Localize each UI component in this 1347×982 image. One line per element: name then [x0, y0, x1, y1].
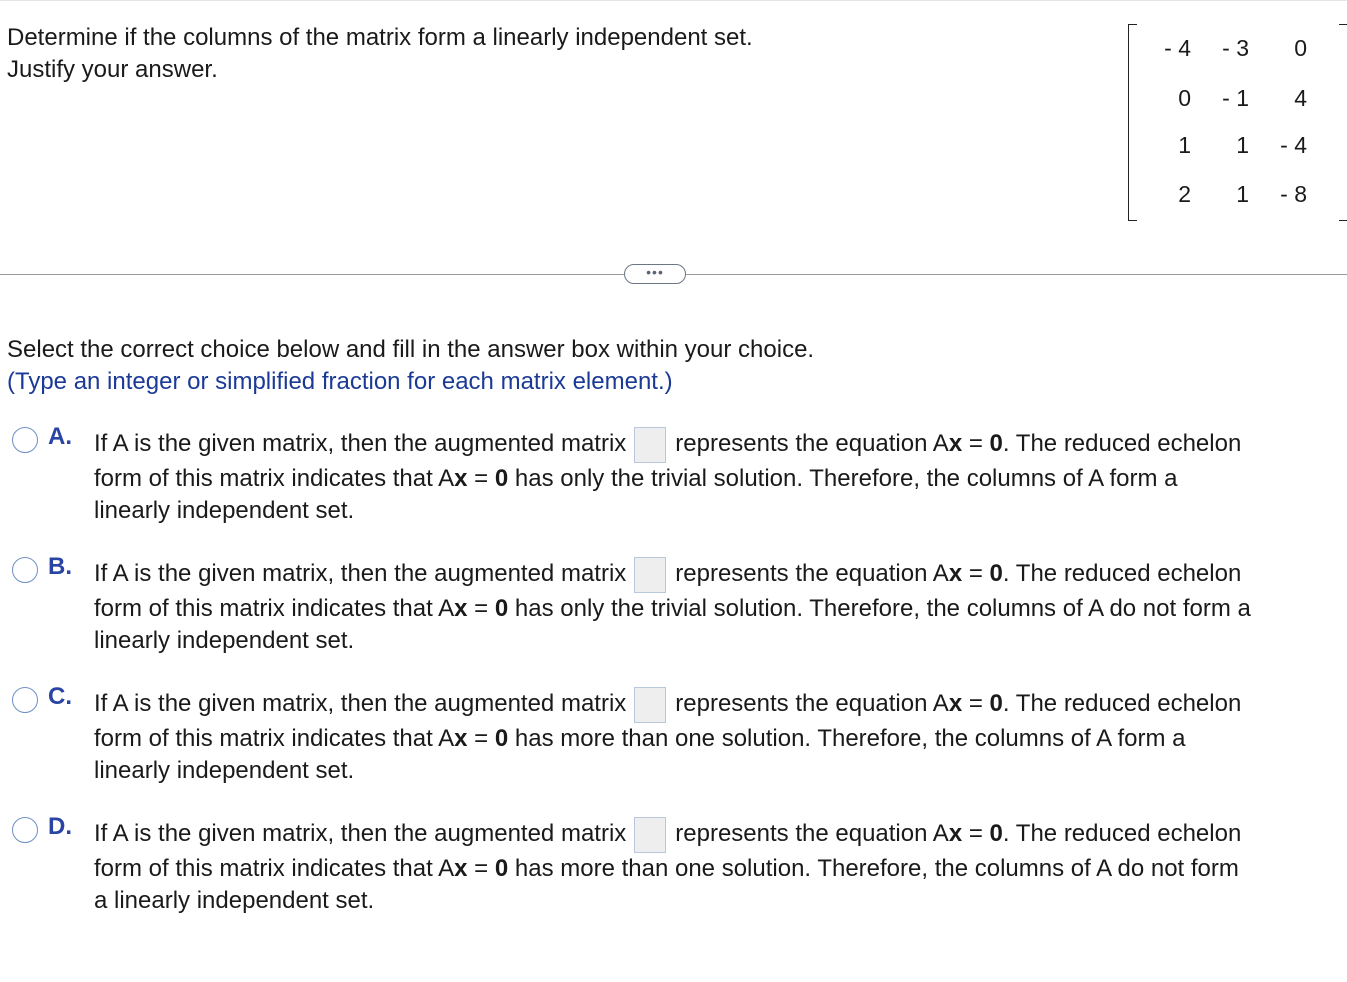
- matrix-cell: - 4: [1280, 132, 1307, 158]
- given-matrix: [1128, 24, 1347, 219]
- choice-b-letter: B.: [48, 553, 72, 580]
- choice-line2-post: has more than one solution. Therefore, the columns of A do not form: [508, 855, 1239, 882]
- choice-line2-pre: form of this matrix indicates that A: [94, 465, 455, 492]
- choice-line2-x: x: [454, 465, 468, 492]
- choice-eq-tail: . The reduced echelon: [1002, 430, 1242, 457]
- choice-line2-x: x: [454, 595, 468, 622]
- choice-b-radio[interactable]: [12, 557, 38, 583]
- choice-line2-pre: form of this matrix indicates that A: [94, 595, 455, 622]
- choice-c-radio[interactable]: [12, 687, 38, 713]
- choice-line2-post: has more than one solution. Therefore, the columns of A form a: [508, 725, 1186, 752]
- matrix-cell: 1: [1236, 132, 1249, 158]
- matrix-cell: 1: [1236, 181, 1249, 207]
- choice-d-radio[interactable]: [12, 817, 38, 843]
- choice-eq-equals: =: [962, 430, 990, 457]
- choice-line3: linearly independent set.: [94, 757, 355, 784]
- choice-c-answer-box[interactable]: [634, 687, 666, 723]
- matrix-cell: - 8: [1280, 181, 1307, 207]
- choice-line2-equals: =: [467, 595, 495, 622]
- matrix-cell: - 4: [1164, 35, 1191, 61]
- choice-line2-x: x: [454, 855, 468, 882]
- choice-eq-x: x: [948, 430, 963, 457]
- choice-eq-equals: =: [962, 560, 990, 587]
- instructions: [7, 334, 814, 398]
- instructions-main: Select the correct choice below and fill in the answer box within your choice.: [7, 336, 815, 363]
- choice-eq-tail: . The reduced echelon: [1002, 690, 1242, 717]
- choice-line2-pre: form of this matrix indicates that A: [94, 855, 455, 882]
- choice-eq-zero: 0: [989, 430, 1003, 457]
- choice-lead: If A is the given matrix, then the augmented matrix: [94, 690, 627, 717]
- choice-b-answer-box[interactable]: [634, 557, 666, 593]
- choice-line2-equals: =: [467, 855, 495, 882]
- choice-line3: a linearly independent set.: [94, 887, 375, 914]
- matrix-cell: - 1: [1222, 85, 1249, 111]
- question-line-2: Justify your answer.: [7, 56, 218, 83]
- choice-line2-zero: 0: [494, 595, 509, 622]
- choice-eq-x: x: [948, 690, 963, 717]
- choice-eq-zero: 0: [989, 690, 1003, 717]
- choice-eq-x: x: [948, 820, 963, 847]
- choice-eq-tail: . The reduced echelon: [1002, 820, 1242, 847]
- question-line-1: Determine if the columns of the matrix form a linearly independent set.: [7, 24, 753, 51]
- choice-eq: represents the equation A: [675, 560, 949, 587]
- choice-a-letter: A.: [48, 423, 72, 450]
- matrix-right-bracket: [1339, 24, 1347, 221]
- top-rule: [0, 0, 1347, 1]
- matrix-cell: 0: [1178, 85, 1191, 111]
- choice-eq: represents the equation A: [675, 690, 949, 717]
- choice-line2-post: has only the trivial solution. Therefore, the columns of A do not form a: [508, 595, 1251, 622]
- matrix-cell: 2: [1178, 181, 1191, 207]
- choice-d-letter: D.: [48, 813, 72, 840]
- choice-a-radio[interactable]: [12, 427, 38, 453]
- choice-line2-zero: 0: [494, 855, 509, 882]
- choice-line2-pre: form of this matrix indicates that A: [94, 725, 455, 752]
- instructions-hint: (Type an integer or simplified fraction for each matrix element.): [7, 368, 673, 395]
- matrix-cell: 4: [1294, 85, 1307, 111]
- choice-line2-equals: =: [467, 725, 495, 752]
- matrix-cell: - 3: [1222, 35, 1249, 61]
- matrix-cell: 1: [1178, 132, 1191, 158]
- choice-eq: represents the equation A: [675, 820, 949, 847]
- choice-c-text: [94, 684, 1347, 787]
- choice-eq: represents the equation A: [675, 430, 949, 457]
- choice-lead: If A is the given matrix, then the augmented matrix: [94, 430, 627, 457]
- choice-b-text: [94, 554, 1347, 657]
- choice-c-letter: C.: [48, 683, 72, 710]
- choice-line2-post: has only the trivial solution. Therefore, the columns of A form a: [508, 465, 1178, 492]
- matrix-cell: 0: [1294, 35, 1307, 61]
- choice-d-answer-box[interactable]: [634, 817, 666, 853]
- choice-lead: If A is the given matrix, then the augmented matrix: [94, 560, 627, 587]
- choice-line3: linearly independent set.: [94, 497, 355, 524]
- choice-line2-zero: 0: [494, 465, 509, 492]
- choice-eq-tail: . The reduced echelon: [1002, 560, 1242, 587]
- choice-line2-x: x: [454, 725, 468, 752]
- choice-eq-x: x: [948, 560, 963, 587]
- choice-a-text: [94, 424, 1347, 527]
- expand-more-button[interactable]: •••: [624, 264, 686, 284]
- choice-eq-zero: 0: [989, 820, 1003, 847]
- choice-line2-equals: =: [467, 465, 495, 492]
- choice-eq-equals: =: [962, 820, 990, 847]
- choice-d-text: [94, 814, 1347, 917]
- choice-line3: linearly independent set.: [94, 627, 355, 654]
- choice-eq-zero: 0: [989, 560, 1003, 587]
- choice-lead: If A is the given matrix, then the augmented matrix: [94, 820, 627, 847]
- choice-a-answer-box[interactable]: [634, 427, 666, 463]
- choice-line2-zero: 0: [494, 725, 509, 752]
- choice-eq-equals: =: [962, 690, 990, 717]
- question-text: [7, 22, 907, 86]
